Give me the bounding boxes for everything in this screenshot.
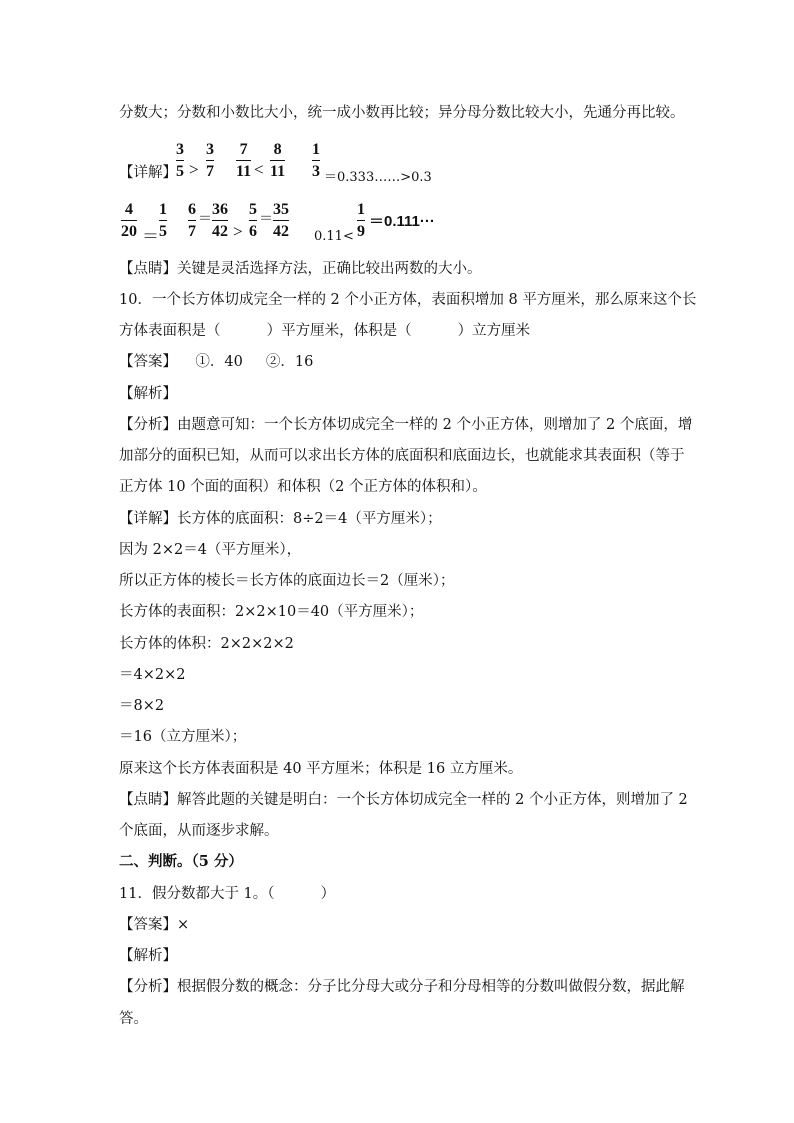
numerator: 3 [206, 141, 214, 158]
fraction [312, 141, 320, 181]
equal-sign: ＝ [259, 212, 273, 227]
numerator: 1 [312, 141, 320, 158]
math-tail: ＝0.111··· [369, 213, 435, 230]
text-line: 【点睛】解答此题的关键是明白：一个长方体切成完全一样的 2 个小正方体，则增加了 2 [119, 792, 688, 808]
denominator: 42 [212, 223, 228, 240]
fraction [206, 141, 214, 181]
detail-label: 【详解】 [119, 165, 177, 181]
denominator: 42 [273, 223, 289, 240]
numerator: 1 [159, 201, 167, 218]
fraction [270, 141, 285, 181]
fraction [357, 201, 365, 241]
text-line: 分数大；分数和小数比大小，统一成小数再比较；异分母分数比较大小，先通分再比较。 [119, 105, 685, 121]
text-line: ＝16（立方厘米）； [119, 729, 247, 745]
text-line: 个底面，从而逐步求解。 [119, 823, 279, 839]
denominator: 11 [270, 163, 286, 180]
fraction [176, 141, 184, 181]
greater-sign: > [233, 222, 243, 241]
fraction [236, 141, 251, 181]
numerator: 1 [357, 201, 365, 218]
text-line: 长方体的体积：2×2×2×2 [119, 636, 294, 652]
numerator: 8 [273, 141, 282, 158]
fraction [159, 201, 167, 241]
equal-sign: ＝ [142, 227, 159, 246]
numerator: 7 [239, 141, 248, 158]
numerator: 6 [188, 201, 196, 218]
text-line: ＝4×2×2 [119, 667, 186, 683]
text-line: 【分析】由题意可知：一个长方体切成完全一样的 2 个小正方体，则增加了 2 个底面，增 [119, 417, 693, 433]
denominator: 3 [312, 163, 320, 180]
text-line: 【分析】根据假分数的概念：分子比分母大或分子和分母相等的分数叫做假分数，据此解 [119, 979, 685, 995]
analysis-heading: 【解析】 [119, 948, 177, 964]
denominator: 7 [206, 163, 214, 180]
fraction [273, 201, 289, 241]
answer-11: 【答案】× [119, 917, 190, 933]
fraction [212, 201, 228, 241]
question-10: 10．一个长方体切成完全一样的 2 个小正方体，表面积增加 8 平方厘米，那么原来这个长 [119, 292, 697, 308]
denominator: 5 [176, 163, 184, 180]
text-line: 长方体的表面积：2×2×10＝40（平方厘米）； [119, 604, 424, 620]
answer-10: 【答案】 ①．40 ②．16 [119, 354, 314, 370]
text-line: ＝8×2 [119, 698, 165, 714]
question-10: 方体表面积是（ ）平方厘米，体积是（ ）立方厘米 [119, 323, 531, 339]
math-tail: ＝0.333……>0.3 [324, 170, 432, 185]
text-line: 【详解】长方体的底面积：8÷2＝4（平方厘米）； [119, 511, 442, 527]
fraction [121, 201, 137, 241]
numerator: 3 [176, 141, 184, 158]
fraction [188, 201, 196, 241]
numerator: 4 [125, 201, 133, 218]
text-line: 因为 2×2＝4（平方厘米）， [119, 542, 302, 558]
numerator: 5 [249, 201, 257, 218]
math-prefix: 0.11< [314, 229, 354, 244]
equal-sign: ＝ [198, 212, 212, 227]
denominator: 6 [249, 223, 257, 240]
text-line: 加部分的面积已知，从而可以求出长方体的底面积和底面边长，也就能求其表面积（等于 [119, 448, 685, 464]
question-11: 11．假分数都大于 1。（ ） [119, 886, 336, 902]
denominator: 7 [188, 223, 196, 240]
analysis-heading: 【解析】 [119, 386, 177, 402]
text-line: 答。 [119, 1011, 148, 1027]
text-line: 原来这个长方体表面积是 40 平方厘米；体积是 16 立方厘米。 [119, 761, 523, 777]
denominator: 20 [121, 223, 137, 240]
text-line: 【点睛】关键是灵活选择方法，正确比较出两数的大小。 [119, 261, 482, 277]
text-line: 所以正方体的棱长＝长方体的底面边长＝2（厘米）； [119, 573, 455, 589]
numerator: 36 [212, 201, 228, 218]
section-heading: 二、判断。（5 分） [119, 853, 243, 870]
less-sign: < [254, 160, 264, 179]
numerator: 35 [273, 201, 289, 218]
fraction [249, 201, 257, 241]
greater-sign: > [189, 160, 199, 179]
denominator: 11 [236, 163, 252, 180]
text-line: 正方体 10 个面的面积）和体积（2 个正方体的体积和）。 [119, 479, 487, 495]
denominator: 9 [357, 223, 365, 240]
denominator: 5 [159, 223, 167, 240]
